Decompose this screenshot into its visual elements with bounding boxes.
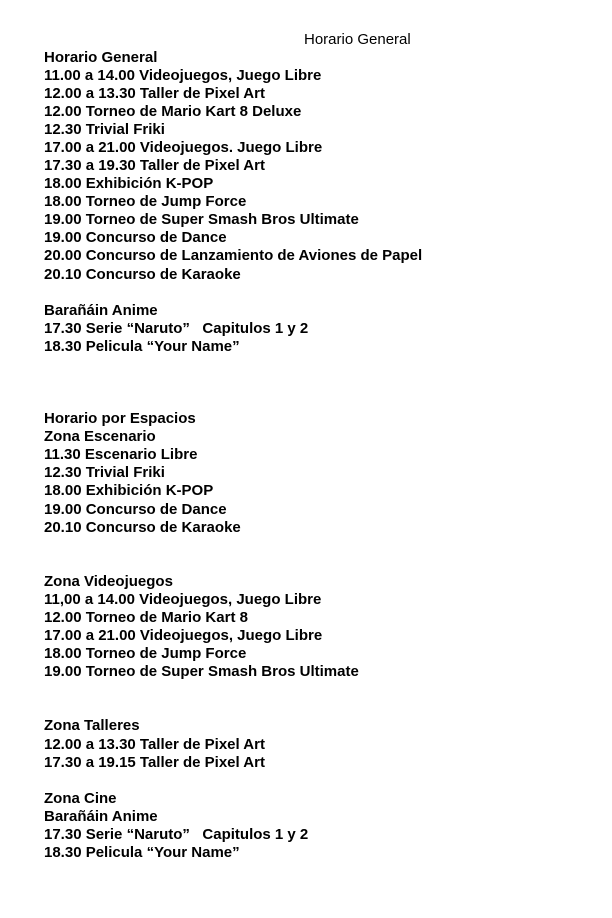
schedule-item: 17.00 a 21.00 Videojuegos. Juego Libre (44, 139, 323, 156)
schedule-item: 18.30 Pelicula “Your Name” (44, 844, 240, 861)
zone-heading-talleres: Zona Talleres (44, 717, 140, 734)
schedule-item: 18.00 Torneo de Jump Force (44, 645, 247, 662)
schedule-item: 11.00 a 14.00 Videojuegos, Juego Libre (44, 67, 322, 84)
schedule-item: 12.00 a 13.30 Taller de Pixel Art (44, 85, 265, 102)
schedule-item: 12.00 Torneo de Mario Kart 8 Deluxe (44, 103, 302, 120)
schedule-item: 20.10 Concurso de Karaoke (44, 266, 241, 283)
schedule-item: 19.00 Torneo de Super Smash Bros Ultimate (44, 663, 359, 680)
schedule-item: 18.00 Torneo de Jump Force (44, 193, 247, 210)
schedule-item: 18.30 Pelicula “Your Name” (44, 338, 240, 355)
document-title: Horario General (304, 31, 411, 48)
schedule-item: 19.00 Concurso de Dance (44, 229, 227, 246)
schedule-item: 11.30 Escenario Libre (44, 446, 198, 463)
schedule-item: 17.30 Serie “Naruto” Capitulos 1 y 2 (44, 320, 309, 337)
zone-subheading-anime: Barañáin Anime (44, 808, 158, 825)
zone-heading-cine: Zona Cine (44, 790, 117, 807)
schedule-item: 18.00 Exhibición K-POP (44, 482, 214, 499)
schedule-item: 19.00 Torneo de Super Smash Bros Ultimate (44, 211, 359, 228)
schedule-item: 20.10 Concurso de Karaoke (44, 519, 241, 536)
schedule-item: 12.00 Torneo de Mario Kart 8 (44, 609, 248, 626)
schedule-item: 11,00 a 14.00 Videojuegos, Juego Libre (44, 591, 322, 608)
zone-heading-escenario: Zona Escenario (44, 428, 156, 445)
schedule-item: 12.00 a 13.30 Taller de Pixel Art (44, 736, 265, 753)
schedule-item: 17.00 a 21.00 Videojuegos, Juego Libre (44, 627, 323, 644)
section-heading-anime: Barañáin Anime (44, 302, 158, 319)
schedule-item: 17.30 a 19.30 Taller de Pixel Art (44, 157, 265, 174)
schedule-item: 20.00 Concurso de Lanzamiento de Aviones de Papel (44, 247, 423, 264)
schedule-item: 12.30 Trivial Friki (44, 121, 165, 138)
section-heading-horario-espacios: Horario por Espacios (44, 410, 196, 427)
schedule-item: 17.30 Serie “Naruto” Capitulos 1 y 2 (44, 826, 309, 843)
schedule-item: 17.30 a 19.15 Taller de Pixel Art (44, 754, 265, 771)
schedule-item: 19.00 Concurso de Dance (44, 501, 227, 518)
schedule-item: 12.30 Trivial Friki (44, 464, 165, 481)
zone-heading-videojuegos: Zona Videojuegos (44, 573, 173, 590)
section-heading-horario-general: Horario General (44, 49, 158, 66)
schedule-item: 18.00 Exhibición K-POP (44, 175, 214, 192)
